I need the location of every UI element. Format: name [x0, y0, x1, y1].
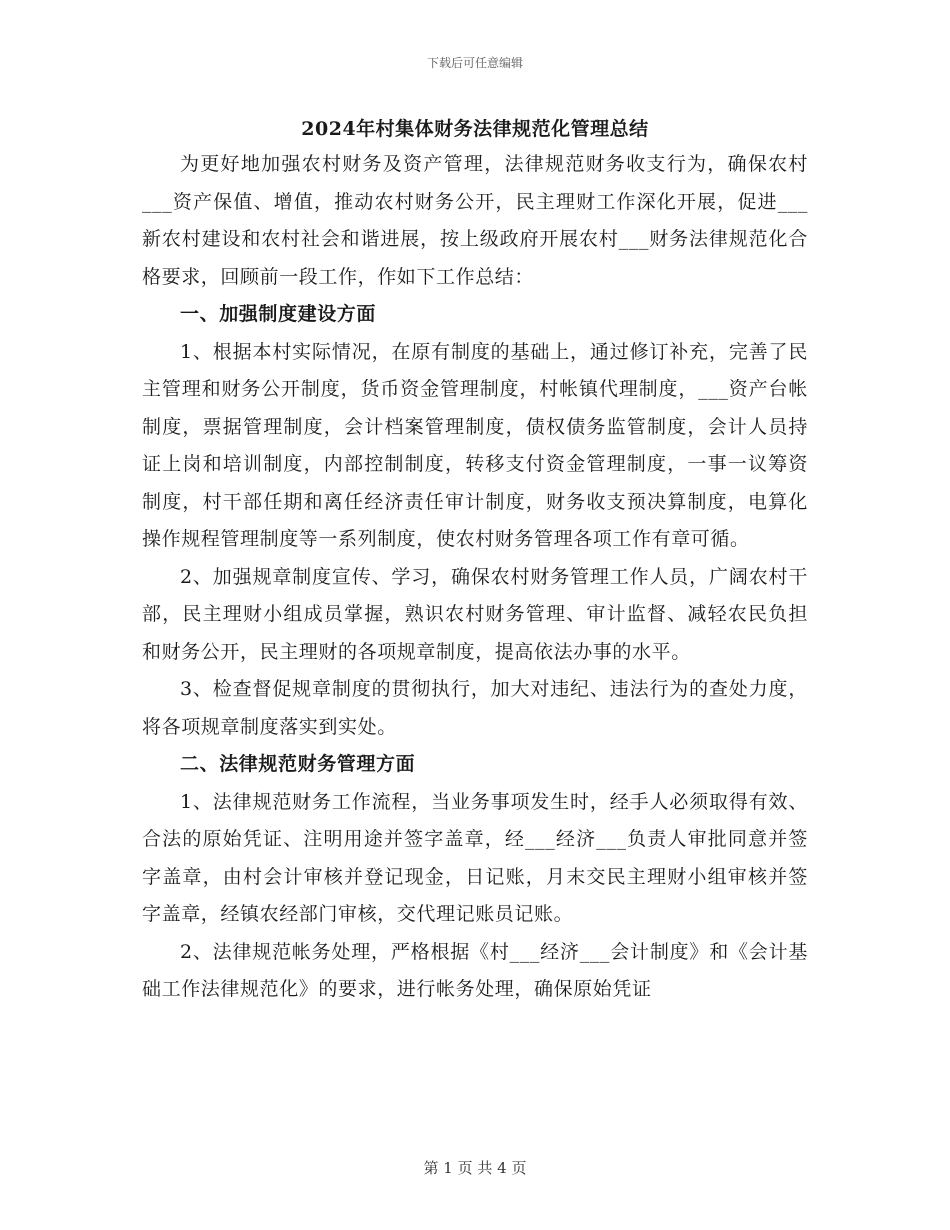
document-title: 2024年村集体财务法律规范化管理总结 — [301, 118, 649, 140]
section-2-heading: 二、法律规范财务管理方面 — [180, 753, 416, 775]
section-1-heading: 一、加强制度建设方面 — [180, 303, 377, 325]
section-1-item-3: 3、检查督促规章制度的贯彻执行，加大对违纪、违法行为的查处力度，将各项规章制度落实到实处。 — [142, 678, 808, 738]
section-1-item-1: 1、根据本村实际情况，在原有制度的基础上，通过修订补充，完善了民主管理和财务公开制度，货币资金管理制度，村帐镇代理制度，___资产台帐制度，票据管理制度，会计档案管理制度，债权债务监管制度，会计人员持证上岗和培训制度，内部控制制度，转移支付资金管理制度，一事一议筹资制度，村干部任期和离任经济责任审计制度，财务收支预决算制度，电算化操作规程管理制度等一系列制度，使农村财务管理各项工作有章可循。 — [142, 340, 808, 550]
section-2-item-1: 1、法律规范财务工作流程，当业务事项发生时，经手人必须取得有效、合法的原始凭证、注明用途并签字盖章，经___经济___负责人审批同意并签字盖章，由村会计审核并登记现金，日记账，月末交民主理财小组审核并签字盖章，经镇农经部门审核，交代理记账员记账。 — [142, 790, 808, 925]
section-1-item-2: 2、加强规章制度宣传、学习，确保农村财务管理工作人员，广阔农村干部，民主理财小组成员掌握，熟识农村财务管理、审计监督、减轻农民负担和财务公开，民主理财的各项规章制度，提高依法办事的水平。 — [142, 565, 808, 663]
page-number: 第 1 页 共 4 页 — [423, 1159, 527, 1177]
document-body — [142, 146, 808, 1009]
section-2-item-2: 2、法律规范帐务处理，严格根据《村___经济___会计制度》和《会计基础工作法律规范化》的要求，进行帐务处理，确保原始凭证 — [142, 940, 808, 1000]
page-header-note: 下载后可任意编辑 — [426, 56, 523, 70]
intro-paragraph: 为更好地加强农村财务及资产管理，法律规范财务收支行为，确保农村___资产保值、增值，推动农村财务公开，民主理财工作深化开展，促进___新农村建设和农村社会和谐进展，按上级政府开展农村___财务法律规范化合格要求，回顾前一段工作，作如下工作总结： — [142, 153, 808, 288]
